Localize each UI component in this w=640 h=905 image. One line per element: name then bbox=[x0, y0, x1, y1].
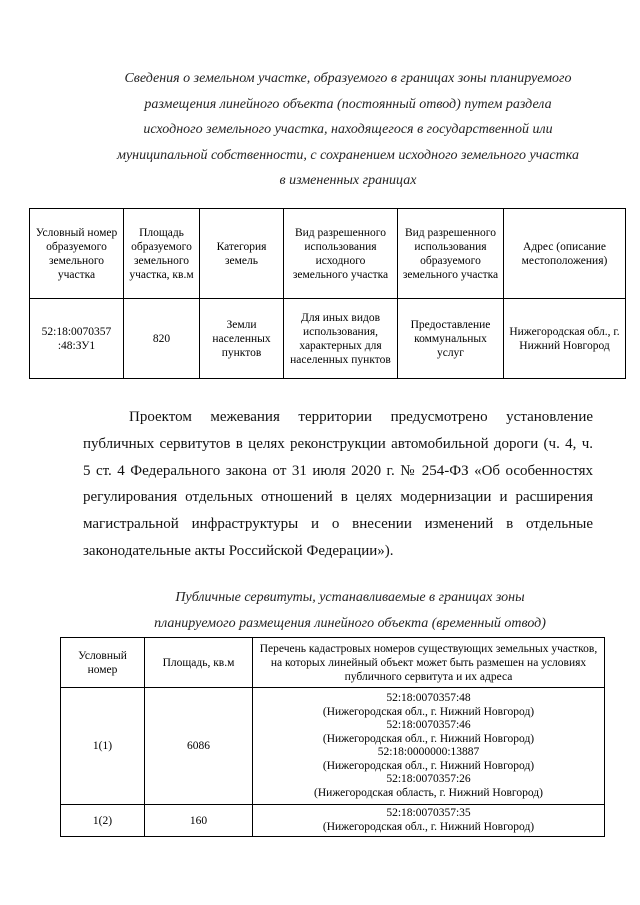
header-new-use: Вид разрешенного использования образуемого земельного участка bbox=[398, 209, 504, 299]
header-plot-number: Условный номер образуемого земельного участка bbox=[30, 209, 124, 299]
header-plot-area: Площадь образуемого земельного участка, кв.м bbox=[124, 209, 200, 299]
paragraph-line: 5 ст. 4 Федерального закона от 31 июля 2020 г. № 254-ФЗ «Об особенностях bbox=[83, 462, 593, 479]
cell-cadastral-list bbox=[253, 688, 605, 805]
caption-line: в измененных границах bbox=[279, 173, 417, 188]
table-header-row bbox=[30, 209, 626, 299]
cadastral-line: 52:18:0070357:35 bbox=[386, 807, 471, 819]
cadastral-line: (Нижегородская обл., г. Нижний Новгород) bbox=[322, 705, 535, 718]
paragraph-line: публичных сервитутов в целях реконструкции автомобильной дороги (ч. 4, ч. bbox=[83, 435, 593, 452]
cadastral-line: (Нижегородская область, г. Нижний Новгород) bbox=[314, 786, 543, 799]
header-address: Адрес (описание местоположения) bbox=[504, 209, 626, 299]
cell-servitude-number: 1(2) bbox=[61, 805, 145, 837]
table1-caption bbox=[62, 66, 634, 194]
cadastral-line: 52:18:0070357:26 bbox=[386, 773, 471, 785]
paragraph-line: Проектом межевания территории предусмотрено установление bbox=[129, 409, 593, 425]
cadastral-line: 52:18:0000000:13887 bbox=[377, 746, 480, 758]
header-land-category: Категория земель bbox=[200, 209, 284, 299]
table-row bbox=[30, 299, 626, 379]
cadastral-line: (Нижегородская обл., г. Нижний Новгород) bbox=[322, 820, 535, 833]
cell-address: Нижегородская обл., г. Нижний Новгород bbox=[504, 299, 626, 379]
cadastral-line: (Нижегородская обл., г. Нижний Новгород) bbox=[322, 732, 535, 745]
table2-caption bbox=[80, 585, 620, 636]
servitude-table bbox=[60, 637, 605, 837]
caption-line: Публичные сервитуты, устанавливаемые в границах зоны bbox=[175, 590, 525, 605]
table-row bbox=[61, 688, 605, 805]
cell-plot-area: 820 bbox=[124, 299, 200, 379]
cadastral-line: 52:18:0070357:48 bbox=[386, 692, 471, 704]
paragraph-line: законодательные акты Российской Федерации»). bbox=[83, 542, 394, 559]
table-header-row bbox=[61, 638, 605, 688]
land-plot-table bbox=[29, 208, 626, 379]
caption-line: размещения линейного объекта (постоянный отвод) путем раздела bbox=[144, 96, 552, 112]
cell-cadastral-list bbox=[253, 805, 605, 837]
table-row bbox=[61, 805, 605, 837]
caption-line: Сведения о земельном участке, образуемого в границах зоны планируемого bbox=[124, 71, 572, 86]
cell-land-category: Земли населенных пунктов bbox=[200, 299, 284, 379]
caption-line: муниципальной собственности, с сохранением исходного земельного участка bbox=[117, 147, 579, 163]
cell-source-use: Для иных видов использования, характерных для населенных пунктов bbox=[284, 299, 398, 379]
cell-new-use: Предоставление коммунальных услуг bbox=[398, 299, 504, 379]
caption-line: исходного земельного участка, находящегося в государственной или bbox=[143, 122, 553, 137]
cell-plot-number: 52:18:0070357 :48:ЗУ1 bbox=[30, 299, 124, 379]
cadastral-line: 52:18:0070357:46 bbox=[386, 719, 471, 731]
paragraph-line: магистральной инфраструктуры и о внесении изменений в отдельные bbox=[83, 516, 593, 533]
header-source-use: Вид разрешенного использования исходного земельного участка bbox=[284, 209, 398, 299]
cadastral-line: (Нижегородская обл., г. Нижний Новгород) bbox=[322, 759, 535, 772]
header-servitude-number: Условный номер bbox=[61, 638, 145, 688]
header-servitude-area: Площадь, кв.м bbox=[145, 638, 253, 688]
caption-line: планируемого размещения линейного объекта (временный отвод) bbox=[154, 615, 546, 631]
body-paragraph bbox=[83, 404, 593, 565]
cell-servitude-area: 6086 bbox=[145, 688, 253, 805]
paragraph-line: регулирования отдельных отношений в целях модернизации и расширения bbox=[83, 489, 593, 506]
cell-servitude-area: 160 bbox=[145, 805, 253, 837]
header-cadastral-list: Перечень кадастровых номеров существующих земельных участков, на которых линейный объект может быть размешен на условиях публичного сервитута и их адреса bbox=[253, 638, 605, 688]
cell-servitude-number: 1(1) bbox=[61, 688, 145, 805]
